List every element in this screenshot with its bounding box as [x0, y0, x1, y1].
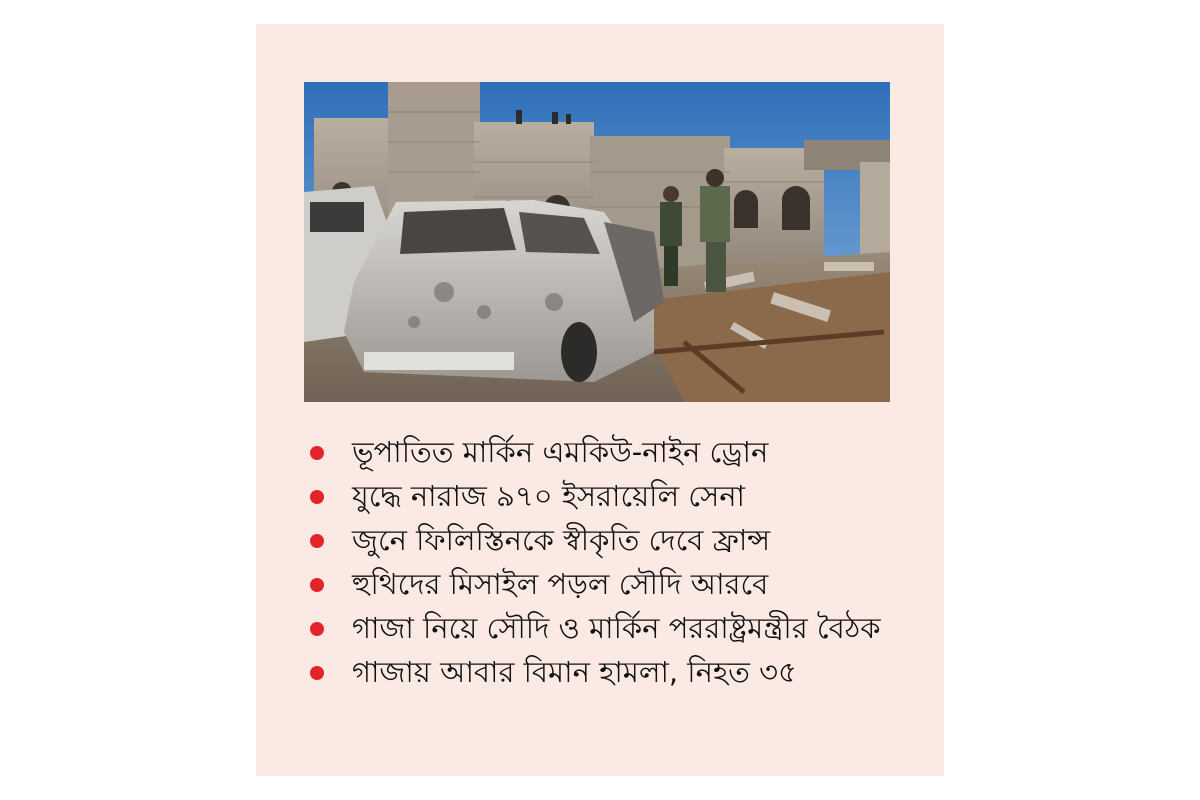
- bullet-icon: [310, 490, 324, 504]
- bullet-icon: [310, 534, 324, 548]
- headline-text: ভূপাতিত মার্কিন এমকিউ-নাইন ড্রোন: [352, 435, 769, 469]
- bullet-icon: [310, 578, 324, 592]
- list-item: [306, 432, 906, 472]
- headline-text: গাজায় আবার বিমান হামলা, নিহত ৩৫: [352, 655, 797, 689]
- headline-text: যুদ্ধে নারাজ ৯৭০ ইসরায়েলি সেনা: [352, 479, 745, 513]
- headline-text: হুথিদের মিসাইল পড়ল সৌদি আরবে: [352, 567, 769, 601]
- bullet-icon: [310, 622, 324, 636]
- list-item: [306, 564, 906, 604]
- list-item: [306, 652, 906, 692]
- bullet-icon: [310, 446, 324, 460]
- list-item: [306, 608, 906, 648]
- list-item: [306, 476, 906, 516]
- rubble-scene-image: [304, 82, 890, 402]
- news-photo: [304, 82, 890, 402]
- headline-text: গাজা নিয়ে সৌদি ও মার্কিন পররাষ্ট্রমন্ত্রীর বৈঠক: [352, 611, 881, 645]
- list-item: [306, 520, 906, 560]
- headline-list: [306, 432, 906, 696]
- bullet-icon: [310, 666, 324, 680]
- headline-text: জুনে ফিলিস্তিনকে স্বীকৃতি দেবে ফ্রান্স: [352, 523, 771, 557]
- news-card: [256, 24, 944, 776]
